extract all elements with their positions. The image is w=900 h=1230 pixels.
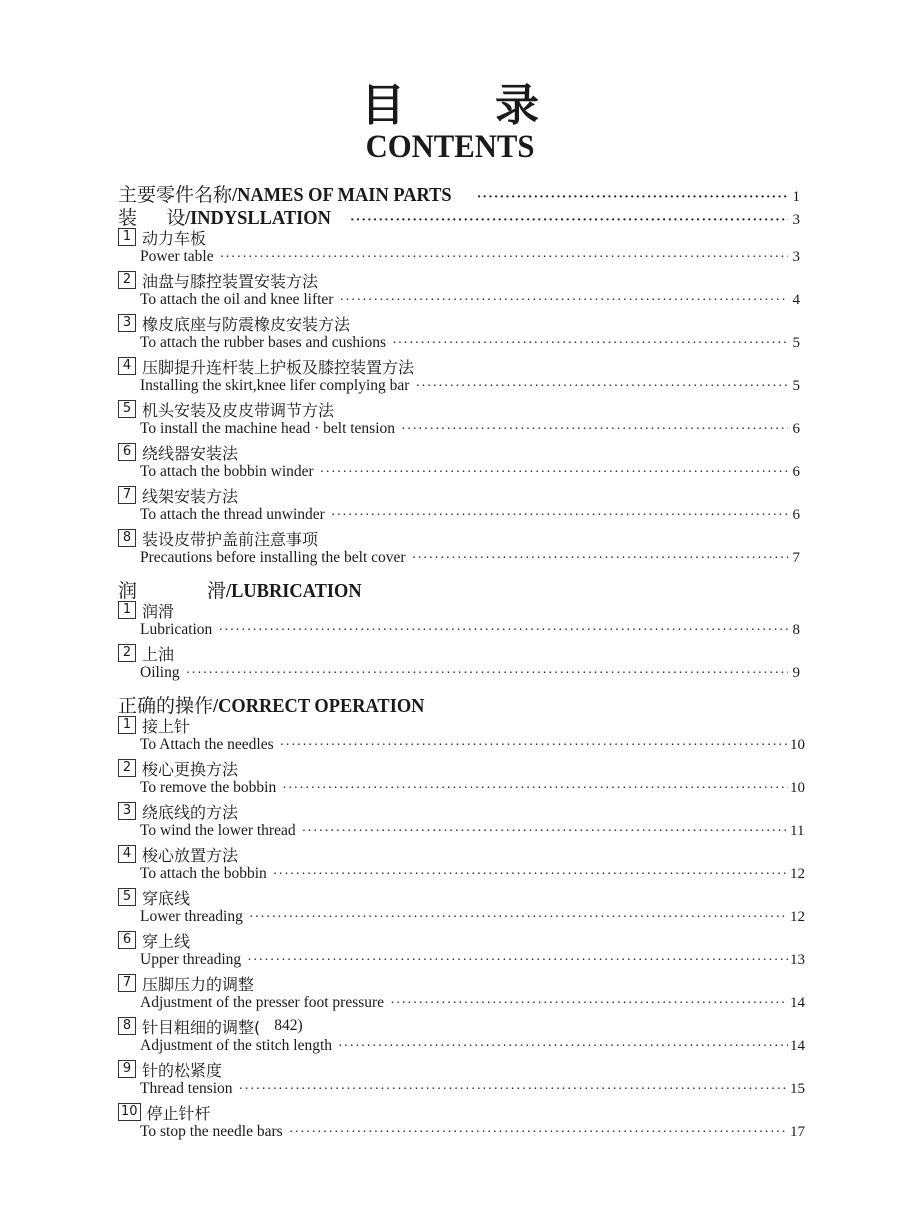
- dot-leader: [280, 738, 788, 754]
- item-english: To Attach the needles: [140, 736, 274, 753]
- page-number: 9: [792, 665, 800, 681]
- page-number: 8: [792, 622, 800, 638]
- toc-item-english[interactable]: [118, 951, 805, 972]
- item-chinese: 压脚压力的调整: [142, 974, 255, 994]
- toc-item-english[interactable]: [118, 1123, 805, 1144]
- toc-item-chinese: [118, 355, 800, 377]
- dot-leader: [218, 623, 788, 639]
- item-chinese: 绕线器安装法: [142, 443, 239, 463]
- item-english: Adjustment of the stitch length: [140, 1037, 333, 1054]
- toc-item-chinese: [118, 843, 800, 865]
- item-english: Adjustment of the presser foot pressure: [140, 994, 385, 1011]
- page-number: 14: [790, 995, 805, 1011]
- title-char-2: 录: [495, 80, 539, 131]
- section-chinese-first: 装: [118, 207, 138, 229]
- dot-leader: [289, 1125, 788, 1141]
- page-number: 3: [792, 212, 800, 228]
- item-number-box: 6: [118, 931, 136, 949]
- dot-leader: [239, 1082, 788, 1098]
- toc-section-correct-operation[interactable]: [118, 691, 800, 717]
- toc-item-english[interactable]: [118, 1037, 805, 1058]
- toc-item-chinese: [118, 800, 800, 822]
- item-english: To attach the bobbin: [140, 865, 267, 882]
- toc-item-english[interactable]: [118, 463, 800, 484]
- section-chinese-second: 设: [166, 207, 186, 229]
- item-english: Lower threading: [140, 908, 243, 925]
- item-chinese: 梭心放置方法: [142, 845, 239, 865]
- dot-leader: [401, 422, 788, 438]
- section-chinese: 主要零件名称: [118, 184, 233, 206]
- dot-leader: [412, 551, 788, 567]
- page-number: 15: [790, 1081, 805, 1097]
- toc-section-installation[interactable]: [118, 203, 800, 229]
- item-number-box: 4: [118, 357, 136, 375]
- dot-leader: [415, 379, 788, 395]
- toc-item-english[interactable]: [118, 377, 800, 398]
- page-number: 6: [792, 421, 800, 437]
- page-number: 7: [792, 550, 800, 566]
- toc-item-chinese: [118, 1058, 800, 1080]
- item-english: To remove the bobbin: [140, 779, 277, 796]
- item-chinese: 针的松紧度: [142, 1060, 223, 1080]
- item-english: To attach the rubber bases and cushions: [140, 334, 386, 351]
- page-number: 13: [790, 952, 805, 968]
- dot-leader: [320, 465, 788, 481]
- item-number-box: 2: [118, 644, 136, 662]
- page-number: 5: [792, 378, 800, 394]
- item-english: Thread tension: [140, 1080, 233, 1097]
- page-title-chinese: [0, 82, 900, 130]
- item-number-box: 1: [118, 228, 136, 246]
- item-english: Power table: [140, 248, 214, 265]
- page-number: 3: [792, 249, 800, 265]
- toc-item-chinese: [118, 972, 800, 994]
- item-english: Lubrication: [140, 621, 213, 638]
- dot-leader: [338, 1039, 788, 1055]
- page-number: 4: [792, 292, 800, 308]
- item-chinese: 动力车板: [142, 228, 207, 248]
- page-number: 17: [790, 1124, 805, 1140]
- item-number-box: 1: [118, 716, 136, 734]
- toc-items-correct-operation: [118, 714, 805, 1144]
- toc-item-chinese: [118, 441, 800, 463]
- toc-item-english[interactable]: [118, 334, 800, 355]
- item-english: To install the machine head · belt tension: [140, 420, 396, 437]
- item-number-box: 9: [118, 1060, 136, 1078]
- page-number: 5: [792, 335, 800, 351]
- item-number-box: 3: [118, 802, 136, 820]
- section-english: /CORRECT OPERATION: [213, 695, 425, 717]
- toc-section-main-parts[interactable]: [118, 180, 800, 206]
- item-english: To attach the thread unwinder: [140, 506, 325, 523]
- item-number-box: 2: [118, 759, 136, 777]
- toc-item-english[interactable]: [118, 736, 805, 757]
- dot-leader: [331, 508, 788, 524]
- dot-leader: [249, 910, 788, 926]
- toc-item-english[interactable]: [118, 865, 805, 886]
- dot-leader: [220, 250, 788, 266]
- item-english: Precautions before installing the belt cover: [140, 549, 406, 566]
- item-number-box: 1: [118, 601, 136, 619]
- item-english: To attach the bobbin winder: [140, 463, 314, 480]
- section-english: /INDYSLLATION: [185, 207, 332, 229]
- toc-item-english[interactable]: [118, 779, 805, 800]
- item-chinese: 机头安装及皮皮带调节方法: [142, 400, 335, 420]
- item-english: Oiling: [140, 664, 180, 681]
- item-number-box: 8: [118, 529, 136, 547]
- item-number-box: 3: [118, 314, 136, 332]
- toc-item-english[interactable]: [118, 291, 800, 312]
- page-number: 12: [790, 866, 805, 882]
- item-chinese: 梭心更换方法: [142, 759, 239, 779]
- toc-item-chinese: [118, 484, 800, 506]
- item-number-box: 8: [118, 1017, 136, 1035]
- item-number-box: 7: [118, 974, 136, 992]
- dot-leader: [273, 867, 788, 883]
- item-chinese: 线架安装方法: [142, 486, 239, 506]
- page-number: 10: [790, 780, 805, 796]
- toc-item-english[interactable]: [118, 549, 800, 570]
- page-number: 6: [792, 507, 800, 523]
- item-chinese: 绕底线的方法: [142, 802, 239, 822]
- item-number-box: 6: [118, 443, 136, 461]
- dot-leader: [392, 336, 788, 352]
- item-chinese: 接上针: [142, 716, 191, 736]
- section-chinese-second: 滑: [207, 580, 227, 602]
- section-english: /NAMES OF MAIN PARTS: [232, 184, 452, 206]
- dot-leader: [390, 996, 788, 1012]
- toc-item-english[interactable]: [118, 908, 805, 929]
- item-number-box: 2: [118, 271, 136, 289]
- dot-leader: [339, 293, 788, 309]
- item-chinese: 油盘与膝控装置安装方法: [142, 271, 319, 291]
- item-english: To stop the needle bars: [140, 1123, 283, 1140]
- item-english: To wind the lower thread: [140, 822, 296, 839]
- toc-item-english[interactable]: [118, 822, 805, 843]
- item-chinese-suffix: 842): [274, 1017, 303, 1034]
- toc-item-chinese: [118, 312, 800, 334]
- page-title-english: CONTENTS: [365, 129, 535, 165]
- table-of-contents: [118, 180, 805, 1144]
- page-number: 6: [792, 464, 800, 480]
- toc-item-chinese: [118, 1101, 800, 1123]
- item-chinese: 橡皮底座与防震橡皮安装方法: [142, 314, 351, 334]
- item-chinese: 停止针杆: [146, 1103, 211, 1123]
- item-english: To attach the oil and knee lifter: [140, 291, 334, 308]
- item-chinese: 针目粗细的调整(: [142, 1017, 261, 1037]
- item-number-box: 5: [118, 400, 136, 418]
- item-number-box: 7: [118, 486, 136, 504]
- toc-section-lubrication[interactable]: [118, 576, 800, 602]
- item-chinese: 穿底线: [142, 888, 191, 908]
- page-number: 14: [790, 1038, 805, 1054]
- toc-item-chinese: [118, 757, 800, 779]
- item-english: Installing the skirt,knee lifer complying bar: [140, 377, 410, 394]
- page-number: 1: [792, 189, 800, 205]
- title-char-1: 目: [361, 80, 405, 131]
- dot-leader: [282, 781, 788, 797]
- toc-item-chinese: [118, 1015, 800, 1037]
- section-english: /LUBRICATION: [226, 580, 362, 602]
- toc-item-english[interactable]: [118, 621, 800, 642]
- toc-item-english[interactable]: [118, 248, 800, 269]
- page-number: 10: [790, 737, 805, 753]
- toc-item-chinese: [118, 398, 800, 420]
- item-number-box: 5: [118, 888, 136, 906]
- item-chinese: 装设皮带护盖前注意事项: [142, 529, 319, 549]
- item-number-box: 4: [118, 845, 136, 863]
- dot-leader: [302, 824, 788, 840]
- toc-item-chinese: [118, 886, 800, 908]
- toc-item-english[interactable]: [118, 506, 800, 527]
- item-number-box: 10: [118, 1103, 141, 1121]
- toc-item-chinese: [118, 269, 800, 291]
- toc-item-chinese: [118, 527, 800, 549]
- item-chinese: 润滑: [142, 601, 175, 621]
- item-chinese: 穿上线: [142, 931, 191, 951]
- toc-items-installation: [118, 226, 800, 570]
- dot-leader: [247, 953, 788, 969]
- item-chinese: 压脚提升连杆装上护板及膝控装置方法: [142, 357, 415, 377]
- toc-items-lubrication: [118, 599, 800, 685]
- toc-item-english[interactable]: [118, 994, 805, 1015]
- toc-item-english[interactable]: [118, 664, 800, 685]
- page-number: 12: [790, 909, 805, 925]
- section-chinese-first: 润: [118, 580, 138, 602]
- page-number: 11: [790, 823, 805, 839]
- toc-item-english[interactable]: [118, 420, 800, 441]
- dot-leader: [186, 666, 788, 682]
- toc-item-chinese: [118, 642, 800, 664]
- toc-item-chinese: [118, 929, 800, 951]
- item-chinese: 上油: [142, 644, 175, 664]
- toc-item-english[interactable]: [118, 1080, 805, 1101]
- item-english: Upper threading: [140, 951, 242, 968]
- dot-leader: [350, 213, 788, 229]
- section-chinese: 正确的操作: [118, 695, 214, 717]
